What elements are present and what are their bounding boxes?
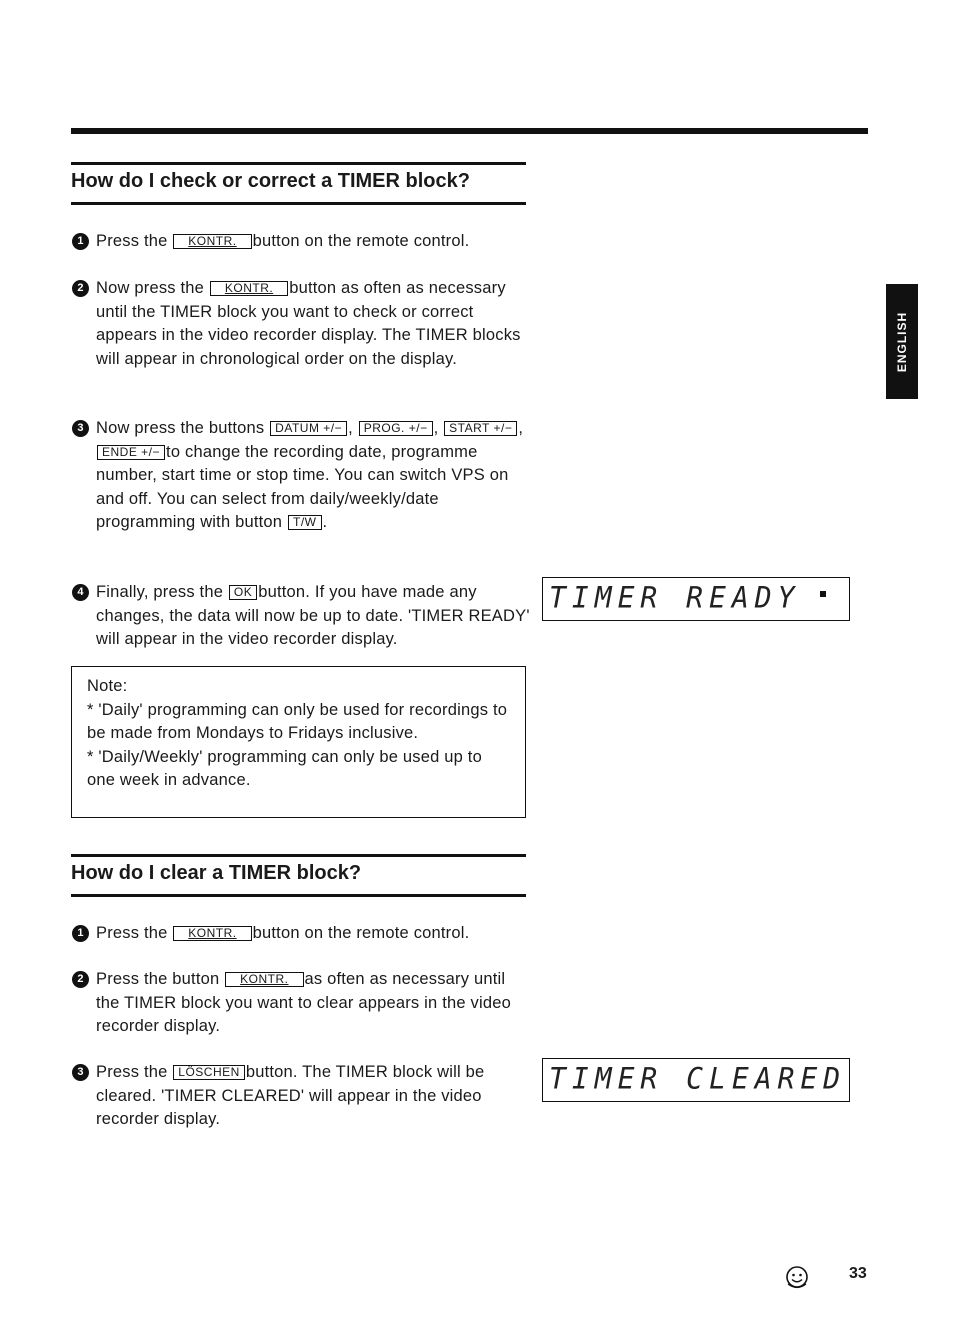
- check-step-4: 4 Finally, press the OK button. If you have made any changes, the data will now be up to date. 'TIMER READY' will appear in the video recorder display.: [72, 581, 532, 652]
- top-rule: [71, 128, 868, 134]
- clear-step-3: 3 Press the LÖSCHEN button. The TIMER block will be cleared. 'TIMER CLEARED' will appear in the video recorder display.: [72, 1061, 532, 1132]
- loschen-key: LÖSCHEN: [173, 1065, 245, 1080]
- tw-key: T/W: [288, 515, 322, 530]
- display-indicator-dot: [820, 591, 826, 597]
- kontr-key: KONTR.: [225, 972, 303, 987]
- prog-key: PROG. +/−: [359, 421, 433, 436]
- note-box: [71, 666, 526, 818]
- clear-step-1: 1 Press the KONTR. button on the remote control.: [72, 922, 532, 946]
- section-title-check: How do I check or correct a TIMER block?: [71, 162, 526, 205]
- check-step-3: 3 Now press the buttons DATUM +/− , PROG. +/− , START +/− , ENDE +/− to change the recording date, programme number, start time or stop time. You can switch VPS on and off. You can select from daily/weekly/date programming with button T/W .: [72, 417, 532, 535]
- step-number: 4: [72, 584, 89, 601]
- display-timer-cleared: TIMER CLEARED: [542, 1058, 850, 1102]
- language-tab: [886, 284, 918, 399]
- step-number: 2: [72, 971, 89, 988]
- note-line-2: * 'Daily/Weekly' programming can only be used up to one week in advance.: [87, 747, 482, 789]
- start-key: START +/−: [444, 421, 517, 436]
- step-number: 3: [72, 420, 89, 437]
- step-number: 2: [72, 280, 89, 297]
- language-tab-label: ENGLISH: [895, 311, 909, 372]
- page-number: 33: [849, 1265, 867, 1282]
- check-step-1: 1 Press the KONTR. button on the remote control.: [72, 230, 532, 254]
- note-line-1: * 'Daily' programming can only be used for recordings to be made from Mondays to Fridays inclusive.: [87, 700, 508, 742]
- kontr-key: KONTR.: [210, 281, 288, 296]
- kontr-key: KONTR.: [173, 926, 251, 941]
- datum-key: DATUM +/−: [270, 421, 347, 436]
- ende-key: ENDE +/−: [97, 445, 165, 460]
- display-timer-ready: TIMER READY: [542, 577, 850, 621]
- step-number: 3: [72, 1064, 89, 1081]
- section-title-clear: How do I clear a TIMER block?: [71, 854, 526, 897]
- clear-step-2: 2 Press the button KONTR. as often as necessary until the TIMER block you want to clear appears in the video recorder display.: [72, 968, 532, 1039]
- check-step-2: 2 Now press the KONTR. button as often as necessary until the TIMER block you want to check or correct appears in the video recorder display. The TIMER blocks will appear in chronological order on the display.: [72, 277, 532, 371]
- ok-key: OK: [229, 585, 257, 600]
- smiley-face-icon: [784, 1264, 810, 1290]
- kontr-key: KONTR.: [173, 234, 251, 249]
- note-label: Note:: [87, 677, 128, 695]
- step-number: 1: [72, 233, 89, 250]
- step-number: 1: [72, 925, 89, 942]
